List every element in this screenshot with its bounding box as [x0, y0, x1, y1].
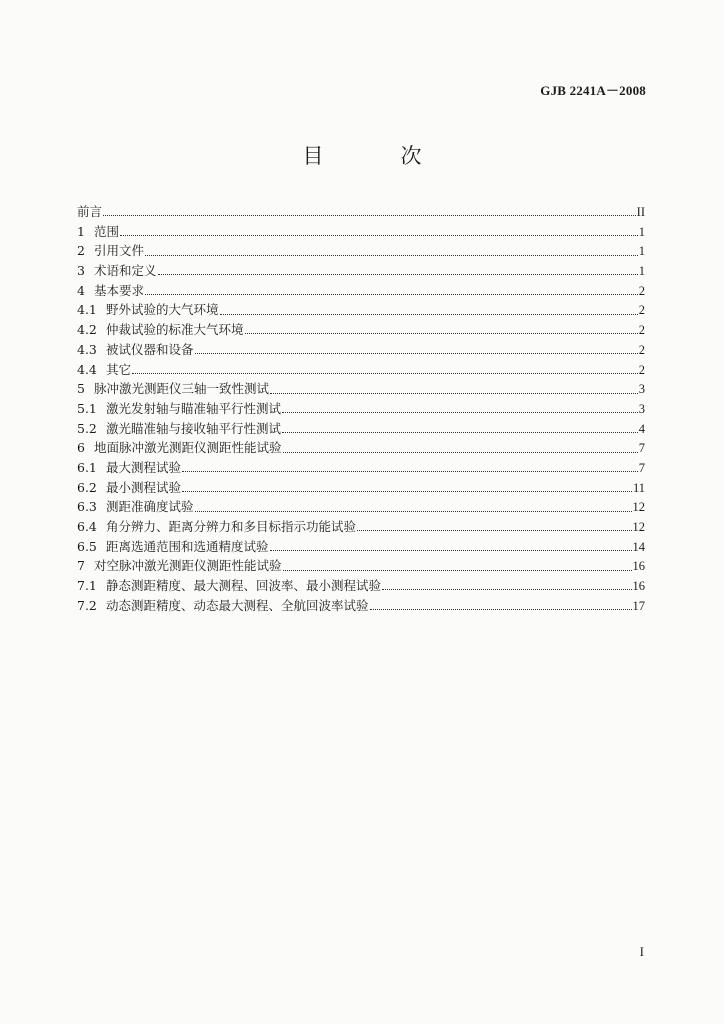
toc-entry-title: 激光瞄准轴与接收轴平行性测试	[106, 420, 282, 436]
toc-entry-title: 对空脉冲激光测距仪测距性能试验	[94, 558, 282, 574]
toc-entry-title: 激光发射轴与瞄准轴平行性测试	[106, 400, 282, 416]
page-number: I	[639, 944, 644, 959]
toc-entry[interactable]	[77, 517, 645, 537]
toc-entry-number: 6.5	[77, 538, 97, 554]
toc-entry-title: 最大测程试验	[106, 459, 182, 475]
toc-entry-title: 被试仪器和设备	[106, 341, 194, 357]
page-title: 目 次	[302, 144, 450, 168]
toc-entry[interactable]	[77, 576, 645, 596]
toc-leader-dots	[145, 284, 638, 295]
toc-entry[interactable]	[77, 537, 645, 557]
toc-entry-number: 7.2	[77, 597, 97, 613]
toc-entry-title: 动态测距精度、动态最大测程、全航回波率试验	[106, 597, 369, 613]
toc-entry-number: 5.2	[77, 420, 97, 436]
toc-entry-number: 6.1	[77, 459, 97, 475]
toc-leader-dots	[357, 520, 631, 531]
toc-entry-page: 2	[638, 342, 645, 357]
toc-entry[interactable]	[77, 596, 645, 616]
toc-leader-dots	[103, 205, 636, 216]
toc-leader-dots	[270, 540, 632, 551]
toc-leader-dots	[132, 363, 638, 374]
toc-entry-title: 野外试验的大气环境	[106, 302, 219, 318]
toc-entry-page: 2	[638, 362, 645, 377]
toc-entry[interactable]	[77, 419, 645, 439]
toc-entry-title: 测距准确度试验	[106, 499, 194, 515]
toc-leader-dots	[158, 264, 638, 275]
toc-entry[interactable]	[77, 478, 645, 498]
toc-entry-number: 3	[77, 263, 85, 279]
toc-entry-page: 1	[638, 264, 645, 279]
toc-leader-dots	[182, 481, 632, 492]
toc-entry-page: 12	[632, 520, 645, 534]
toc-entry[interactable]	[77, 241, 645, 261]
toc-leader-dots	[270, 383, 638, 394]
toc-entry-title: 术语和定义	[94, 263, 157, 279]
toc-entry-page: 2	[638, 283, 645, 298]
toc-entry-number: 6.4	[77, 519, 97, 534]
toc-entry-title: 静态测距精度、最大测程、回波率、最小测程试验	[106, 578, 382, 594]
table-of-contents	[77, 202, 645, 615]
toc-entry-page: 14	[632, 539, 645, 554]
toc-entry[interactable]	[77, 320, 645, 340]
toc-leader-dots	[382, 579, 631, 590]
toc-leader-dots	[283, 560, 632, 571]
toc-leader-dots	[195, 501, 632, 512]
toc-entry-number: 6	[77, 440, 85, 456]
toc-entry-page: 2	[638, 303, 645, 318]
toc-entry-title: 最小测程试验	[106, 479, 182, 495]
toc-entry-number: 5	[77, 381, 85, 397]
toc-entry-page: 17	[632, 598, 645, 613]
toc-entry[interactable]	[77, 497, 645, 517]
toc-leader-dots	[282, 402, 638, 413]
toc-entry-page: 16	[632, 559, 645, 574]
document-code: GJB 2241A－2008	[540, 83, 646, 98]
toc-entry-number: 6.2	[77, 479, 97, 495]
toc-entry-number: 7.1	[77, 578, 97, 594]
toc-leader-dots	[145, 245, 638, 256]
toc-entry-page: 7	[638, 460, 645, 475]
toc-leader-dots	[282, 422, 638, 433]
toc-entry-number: 7	[77, 558, 85, 574]
toc-entry[interactable]	[77, 340, 645, 360]
toc-entry-page: 16	[632, 579, 645, 594]
toc-entry-page: 2	[638, 323, 645, 338]
toc-leader-dots	[195, 343, 638, 354]
toc-entry[interactable]	[77, 300, 645, 320]
toc-entry-number: 2	[77, 243, 85, 259]
toc-entry-title: 其它	[106, 361, 132, 377]
toc-leader-dots	[370, 599, 632, 610]
toc-entry-title: 引用文件	[94, 243, 145, 259]
toc-leader-dots	[220, 304, 638, 315]
toc-entry[interactable]	[77, 360, 645, 380]
toc-leader-dots	[120, 225, 638, 236]
toc-leader-dots	[245, 323, 638, 334]
toc-entry-number: 5.1	[77, 400, 97, 416]
toc-entry-page: 11	[632, 480, 645, 495]
toc-entry-title: 距离选通范围和选通精度试验	[106, 538, 269, 554]
toc-entry-title: 仲裁试验的标准大气环境	[106, 322, 244, 338]
toc-entry-page: 3	[638, 401, 645, 416]
toc-entry-title: 角分辨力、距离分辨力和多目标指示功能试验	[106, 519, 357, 534]
toc-entry-number: 4.4	[77, 361, 97, 377]
toc-entry-title: 基本要求	[94, 282, 145, 298]
toc-entry[interactable]	[77, 281, 645, 301]
toc-entry-number: 4.3	[77, 341, 97, 357]
toc-entry-number: 4.1	[77, 302, 97, 318]
toc-entry[interactable]	[77, 261, 645, 281]
toc-entry-page: 4	[638, 421, 645, 436]
toc-leader-dots	[283, 442, 638, 453]
toc-entry[interactable]	[77, 399, 645, 419]
toc-entry[interactable]	[77, 222, 645, 242]
toc-entry[interactable]	[77, 556, 645, 576]
toc-entry-title: 脉冲激光测距仪三轴一致性测试	[94, 381, 270, 397]
toc-entry-title: 前言	[77, 204, 103, 219]
toc-entry-page: 3	[638, 382, 645, 397]
toc-entry-page: 1	[638, 224, 645, 239]
toc-entry-title: 地面脉冲激光测距仪测距性能试验	[94, 440, 282, 456]
toc-entry-number: 6.3	[77, 499, 97, 515]
toc-entry-title: 范围	[94, 223, 120, 239]
toc-leader-dots	[182, 461, 638, 472]
toc-entry-number: 4	[77, 282, 85, 298]
toc-entry-number: 4.2	[77, 322, 97, 338]
toc-entry-page: II	[636, 205, 645, 219]
toc-entry[interactable]	[77, 202, 645, 222]
toc-entry-page: 12	[632, 500, 645, 515]
toc-entry-number: 1	[77, 223, 85, 239]
toc-entry[interactable]	[77, 379, 645, 399]
toc-entry[interactable]	[77, 458, 645, 478]
toc-entry[interactable]	[77, 438, 645, 458]
toc-entry-page: 1	[638, 244, 645, 259]
toc-entry-page: 7	[638, 441, 645, 456]
